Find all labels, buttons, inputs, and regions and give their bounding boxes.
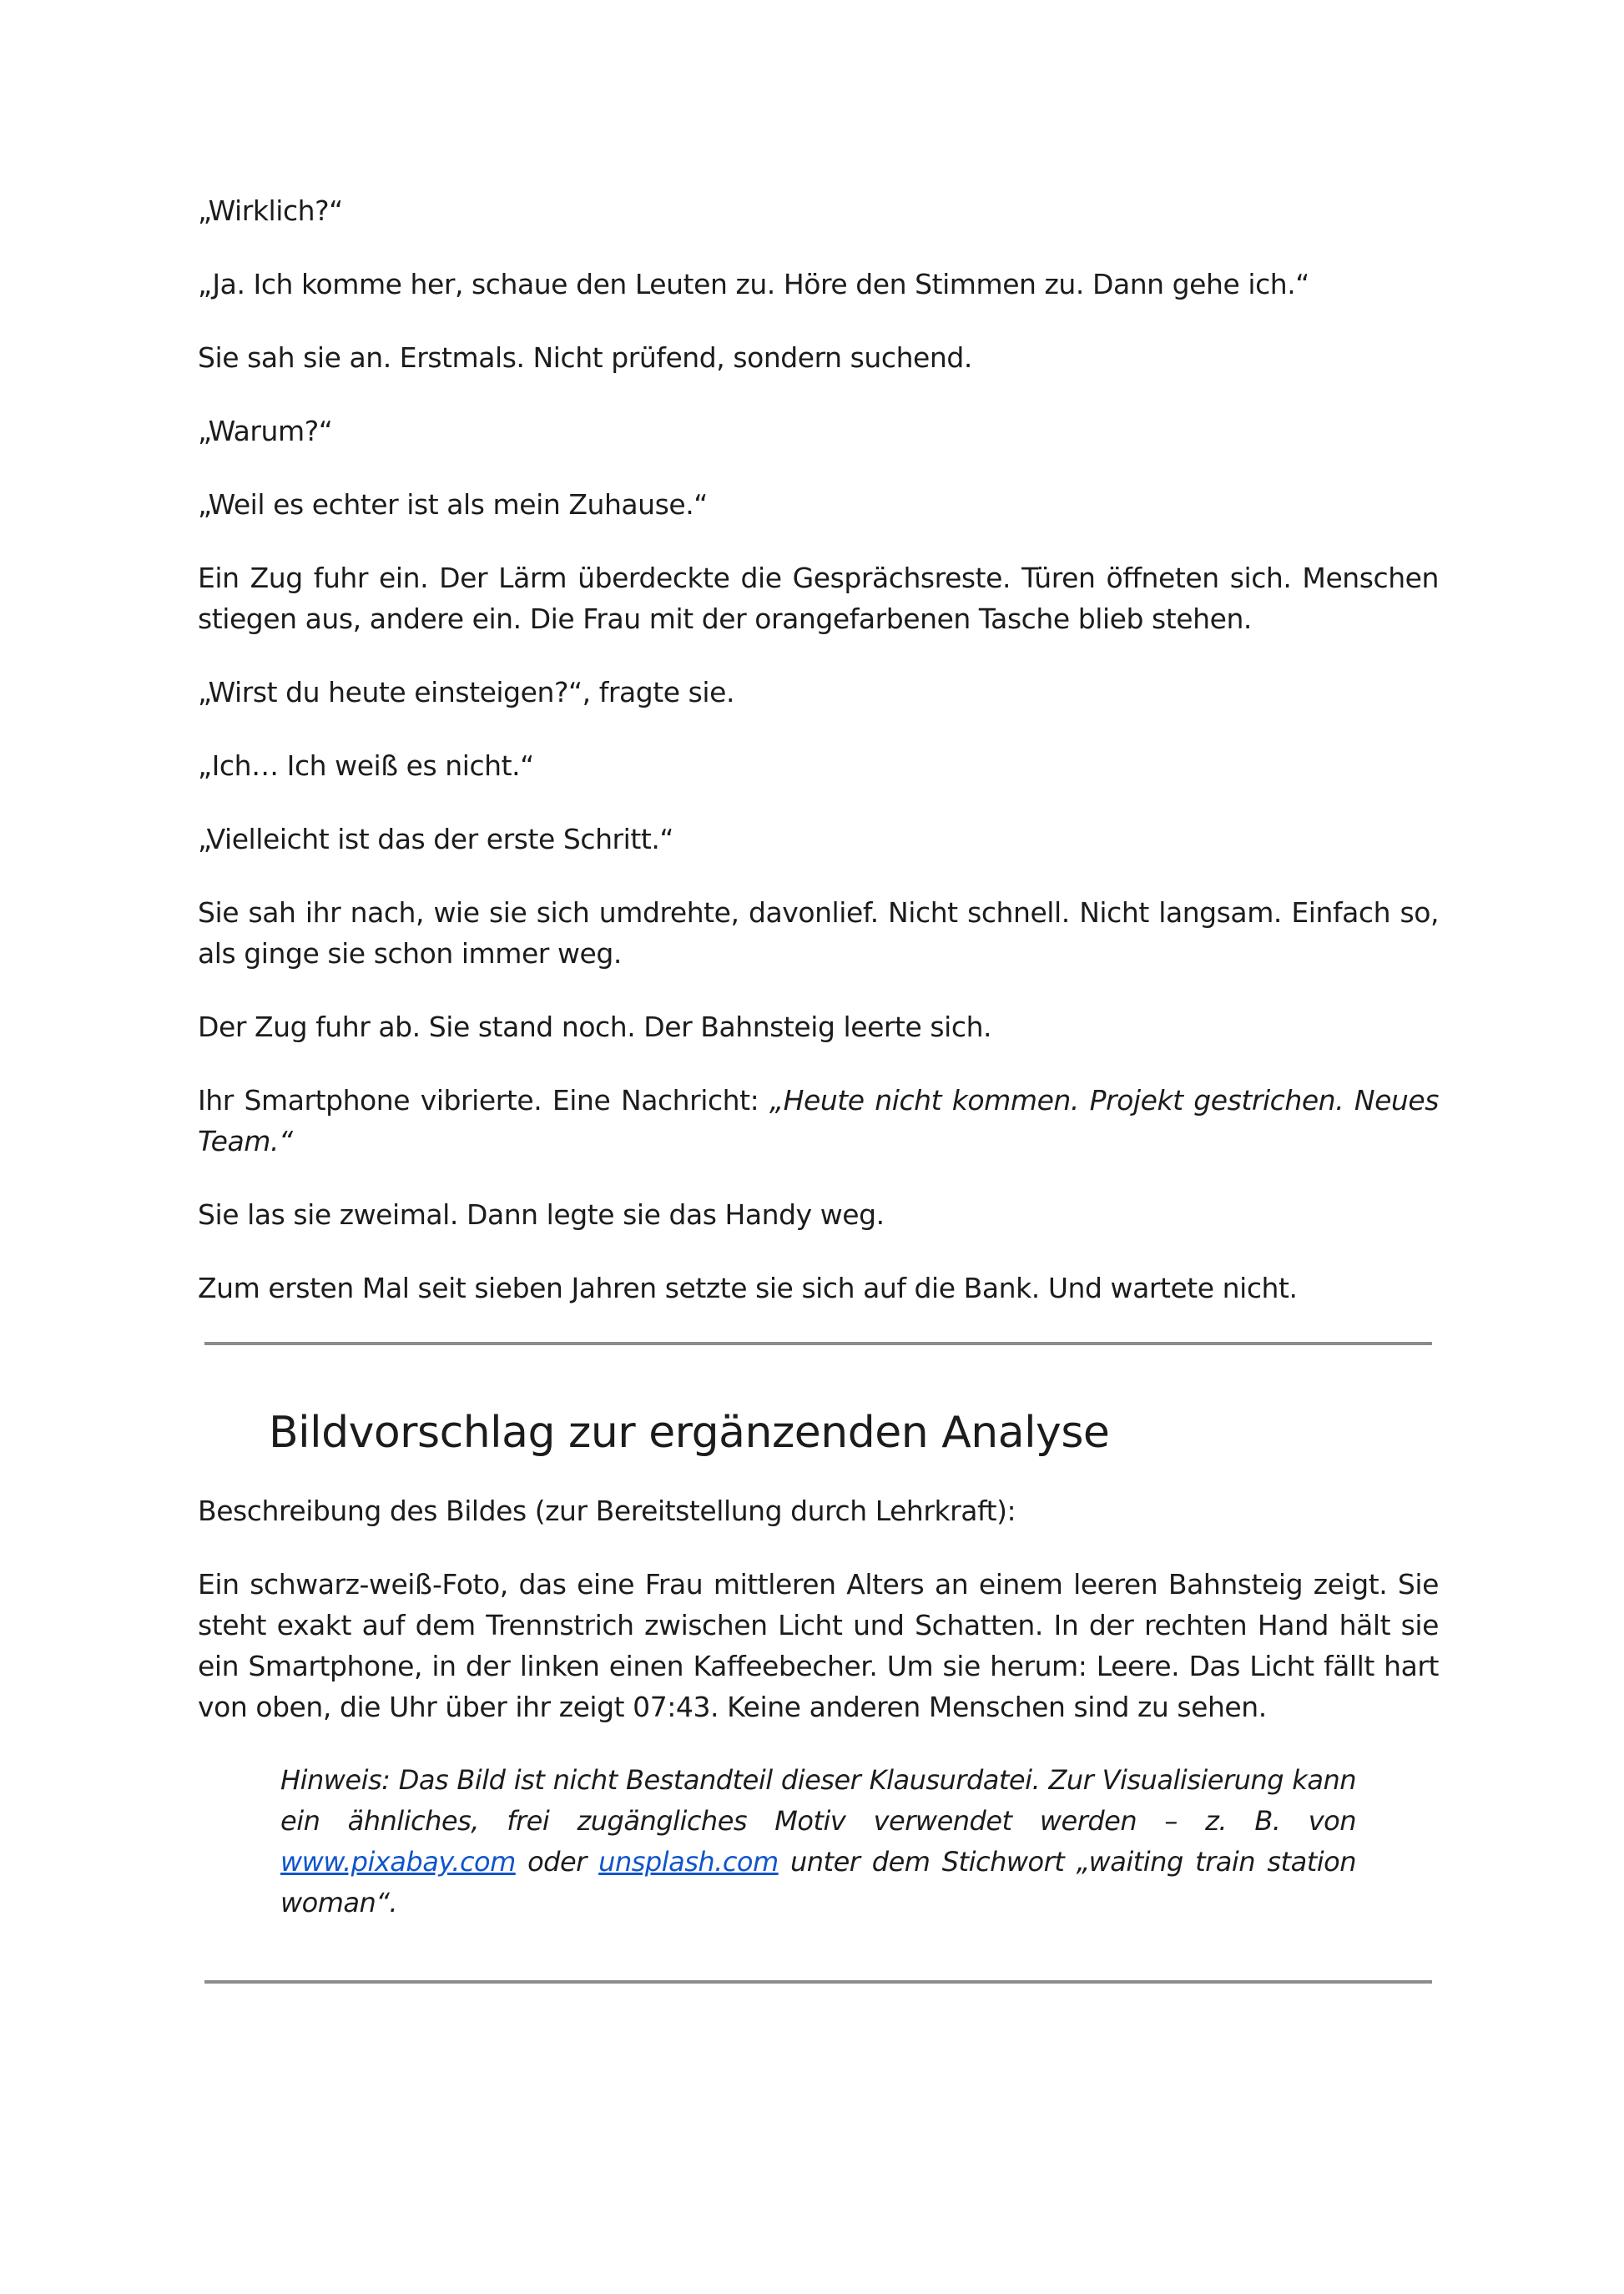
story-paragraph: Sie las sie zweimal. Dann legte sie das Handy weg. xyxy=(198,1198,885,1231)
horizontal-divider xyxy=(204,1980,1432,1984)
document-page xyxy=(198,190,1439,1984)
story-paragraph: „Ich… Ich weiß es nicht.“ xyxy=(198,749,534,782)
story-paragraph: „Weil es echter ist als mein Zuhause.“ xyxy=(198,488,708,521)
story-paragraph: Der Zug fuhr ab. Sie stand noch. Der Bahnsteig leerte sich. xyxy=(198,1011,992,1043)
story-paragraph-message xyxy=(198,1080,1439,1162)
story-paragraph: Zum ersten Mal seit sieben Jahren setzte sie sich auf die Bank. Und wartete nicht. xyxy=(198,1272,1298,1304)
horizontal-divider xyxy=(204,1342,1432,1345)
note-text: unter dem Stichwort „waiting train station woman“. xyxy=(280,1846,1357,1918)
message-quote: „Heute nicht kommen. Projekt gestrichen. Neues Team.“ xyxy=(198,1084,1439,1157)
message-intro: Ihr Smartphone vibrierte. Eine Nachricht: xyxy=(198,1084,769,1117)
story-paragraph: „Wirklich?“ xyxy=(198,194,343,227)
story-paragraph: Sie sah ihr nach, wie sie sich umdrehte, davonlief. Nicht schnell. Nicht langsam. Einfach so, als ginge sie schon immer weg. xyxy=(198,896,1439,970)
story-paragraph: „Wirst du heute einsteigen?“, fragte sie. xyxy=(198,676,735,708)
image-note xyxy=(280,1760,1356,1923)
pixabay-link[interactable]: www.pixabay.com xyxy=(280,1846,516,1878)
analysis-intro: Beschreibung des Bildes (zur Bereitstellung durch Lehrkraft): xyxy=(198,1495,1016,1527)
unsplash-link[interactable]: unsplash.com xyxy=(598,1846,779,1878)
story-paragraph: Ein Zug fuhr ein. Der Lärm überdeckte die Gesprächsreste. Türen öffneten sich. Menschen stiegen aus, andere ein. Die Frau mit der orangefarbenen Tasche blieb stehen. xyxy=(198,562,1439,635)
story-paragraph: Sie sah sie an. Erstmals. Nicht prüfend, sondern suchend. xyxy=(198,341,972,374)
image-description: Ein schwarz-weiß-Foto, das eine Frau mittleren Alters an einem leeren Bahnsteig zeigt. Sie steht exakt auf dem Trennstrich zwischen Licht und Schatten. In der rechten Hand hält sie ein Smartphone, in der linken einen Kaffeebecher. Um sie herum: Leere. Das Licht fällt hart von oben, die Uhr über ihr zeigt 07:43. Keine anderen Menschen sind zu sehen. xyxy=(198,1568,1439,1723)
note-text: Hinweis: Das Bild ist nicht Bestandteil dieser Klausurdatei. Zur Visualisierung kann ein ähnliches, frei zugängliches Motiv verwendet werden – z. B. von xyxy=(280,1764,1356,1837)
section-heading: Bildvorschlag zur ergänzenden Analyse xyxy=(269,1408,1110,1458)
note-text: oder xyxy=(515,1846,599,1878)
story-paragraph: „Ja. Ich komme her, schaue den Leuten zu. Höre den Stimmen zu. Dann gehe ich.“ xyxy=(198,268,1309,300)
story-paragraph: „Vielleicht ist das der erste Schritt.“ xyxy=(198,823,674,855)
story-paragraph: „Warum?“ xyxy=(198,415,333,447)
